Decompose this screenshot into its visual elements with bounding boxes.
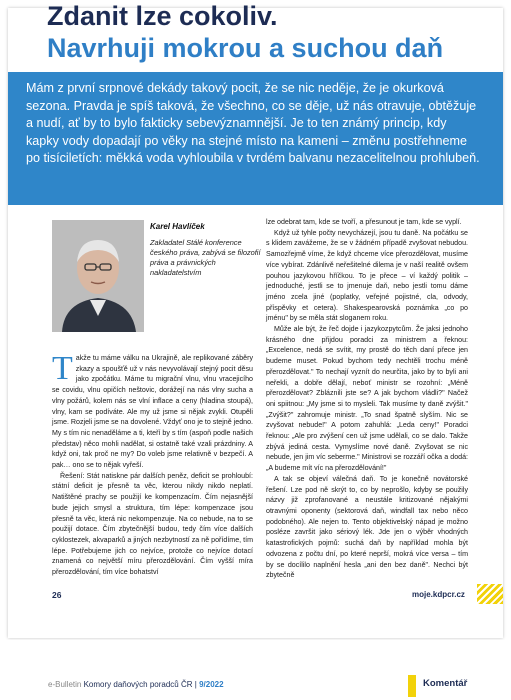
page-title <box>47 0 487 64</box>
author-portrait-icon <box>52 220 144 332</box>
section-tag <box>408 672 511 700</box>
headline-line-2: Navrhuji mokrou a suchou daň <box>47 33 444 63</box>
article-paragraph: A tak se objeví válečná daň. To je konečně novátorské řešení. Lze pod ně skrýt to, co by neprošlo, kdyby se použily názvy již zprofanované a neustále kritizované nějakými otravnými oponenty (sektorová daň, windfall tax nebo něco podobného). Ale nejen to. Tento objektivelský nápad je možno posléze završit jako sériový lék. Jde jen o výběr vhodných katastrofických pojmů: suchá daň by například mohla být odvozena z počtu dní, po které neprší, mokrá více versa – tím by se docílilo naplnění hesla „ani den bez daně". Nechci být zbytečně <box>266 474 468 580</box>
page-number: 26 <box>52 590 62 600</box>
footer-brand: Komory daňových poradců ČR <box>83 680 193 689</box>
article-paragraph: Řešení: Stát natiskne pár dalších peněz, deficit se prohloubí: státní deficit je přesně ta věc, kterou nikdy nikdo neplatí. Natištěné prachy se použijí ke kompenzacím. Čím nejasnější bude jejich smysl a struktura, tím lépe: kompenzace jsou přesně ta věc, která nic nekompenzuje. Na co nebude, na to se použijí dotace. Čím zbytečnější budou, tedy čím více dalších cyklostezek, akvaparků a jiných nezbytností za ně pořídíme, tím lépe. Potřebujeme jich co nejvíce, protože co nejvíce dotací znamená co největší míru přerozdělování. Čím vyšší míra přerozdělování, tím více bohatství <box>52 471 253 577</box>
article-paragraph: Když už tyhle počty nevycházejí, jsou tu daně. Na počátku se s klidem zavážeme, že se v žádném případě zvyšovat nebudou. Samozřejmě víme, že když chceme více přerozdělovat, musíme více vybírat. Zdánlivě neřešitelné dilema je v naší realitě ovšem pouhou jazykovou hříčkou. To je přece – ví každý politik – jednoduché, jestli se to jmenuje daň, nebo jestli tomu dáme jméno zcela jiné (poplatky, veřejné pojistné, cla, odvody, příspěvky et cetera). Shakespearovská poznámka „co po jménu" by se měla stát sloganem roku. <box>266 228 468 323</box>
lead-paragraph: Mám z první srpnové dekády takový pocit, že se nic neděje, že je okurková sezona. Pravda je spíš taková, že všechno, co se děje, už nás otravuje, obtěžuje a nudí, ať by to bylo fakticky sebevýznamnější. Je to ten známý princip, kdy kapky vody dopadají po věky na stejné místo na kameni – změnu postřehneme po tisíciletích: měkká voda vyhloubila v tvrdém balvanu nezacelitelnou prohlubeň. <box>26 81 480 166</box>
author-photo <box>52 220 144 332</box>
site-url-link[interactable]: moje.kdpcr.cz <box>412 590 465 599</box>
footer-publication <box>48 680 224 689</box>
article-paragraph: lze odebrat tam, kde se tvoří, a přesunout je tam, kde se vyplí. <box>266 218 462 226</box>
footer-issue: 9/2022 <box>199 680 224 689</box>
article-paragraph: Může ale být, že řeč dojde i jazykozpytcům. Že jaksi jednoho krásného dne přijdou poradci za ministrem a řeknou: „Excelence, nedá se svítit, my prostě do těch daní přece jen budeme muset. Pokud bychom tedy nechtěli trochu méně přerozdělovat." To nechají vyznít do neurčita, jako by to byli ani neřekli, a dobře dělají, neboť ministr se rozohní: „Méně přerozdělovat? Zbláznili jste se? A jak bychom vládli?" Načež oni spiitnou: „My jsme si to mysleli. Tak musíme ty daně zvýšit." „Zvýšit?" zahromuje ministr. „To snad špatně slyším. Nic se zvyšovat nebude!" A potom zahuhlá: „Leda ceny!" Poradci řeknou: „Ale pro zvýšení cen už jsme udělali, co se dalo. Takže zbývá jediná cesta. Vymyslíme nové daně. Zvyšovat se nic nebude, jen jim víc seberme." Ministrovi se rozzáří očka a dodá: „A budeme mít víc na přerozdělování!" <box>266 325 468 473</box>
author-role: Zakladatel Stálé konference českého práva, zabývá se filozofií práva a právnických nakladatelstvím <box>150 238 261 277</box>
stripe-accent <box>477 584 503 604</box>
article-column-left <box>52 350 254 578</box>
section-tag-label: Komentář <box>423 678 468 689</box>
article-column-right <box>266 217 468 581</box>
drop-cap: T <box>52 350 73 387</box>
author-name: Karel Havlíček <box>150 222 205 231</box>
headline-line-1: Zdanit lze cokoliv. <box>47 1 278 31</box>
section-tag-bar <box>408 675 416 697</box>
article-paragraph: Takže tu máme válku na Ukrajině, ale replikované záběry zkazy a spoušťě už v nás nevyvolávají stejný pocit děsu jako zpočátku. Máme tu migrační vlnu, vlnu vracejicího se covidu, vlnu opičích neštovic, dorážejí na nás vlny sucha a vlny požárů, kolem nás se vlní inflace a ceny (hladina stoupá), vlny, kam se podíváte. Ale my už jsme si nějak zvykli. Otupěli jsme. Rozjeli jsme se na dovolené. Vždyť ono je to stejně jedno. My s tím nic nenaděláme a ti, kteří by s tím (aspoň podle našich představ) něco mohli nadělat, si ostatně také vzali prázdniny. A když oni, tak proč ne my? Do voleb jsme relativně v bezpečí. A pak… ono se to nějak vyřeší. <box>52 350 254 470</box>
footer-separator: | <box>194 680 197 689</box>
footer-prefix: e-Bulletin <box>48 680 82 689</box>
